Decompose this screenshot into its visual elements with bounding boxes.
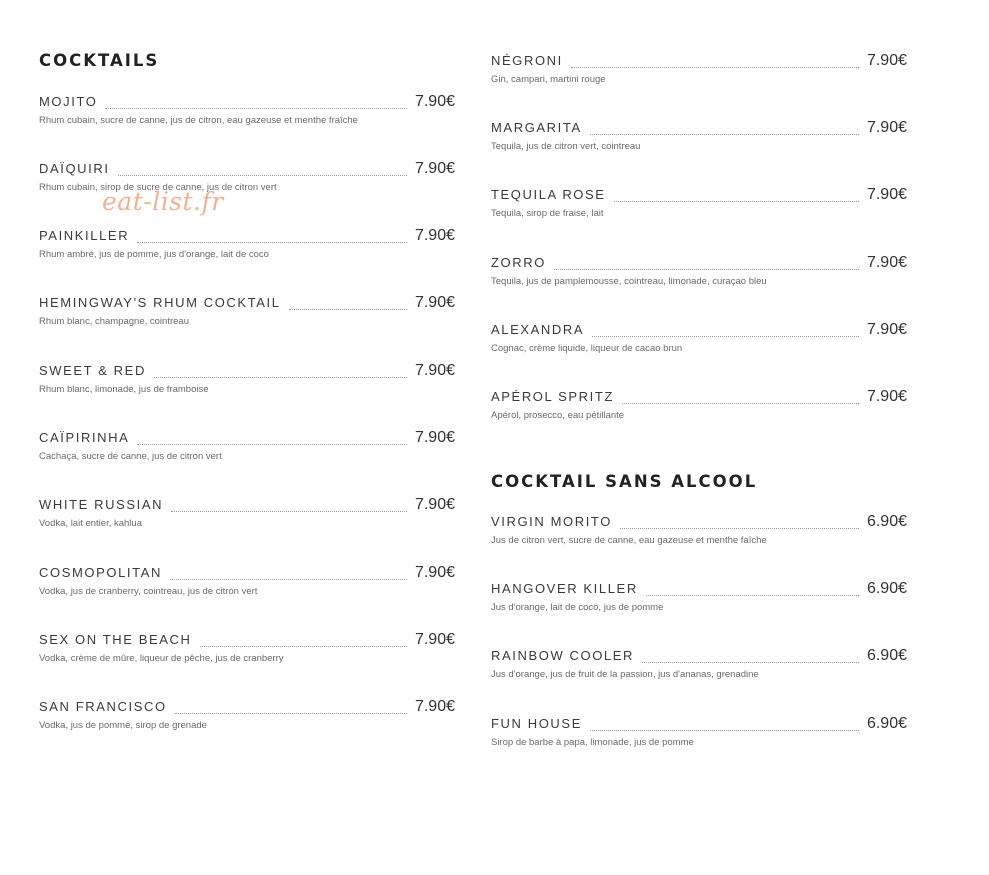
item-description: Rhum cubain, sirop de sucre de canne, jus de citron vert	[39, 182, 277, 193]
dot-leader	[642, 662, 859, 663]
item-name: HEMINGWAY'S RHUM COCKTAIL	[39, 295, 281, 310]
item-description: Cognac, crème liquide, liqueur de cacao brun	[491, 343, 683, 354]
item-name: APÉROL SPRITZ	[491, 389, 614, 404]
item-price: 7.90€	[414, 160, 455, 177]
item-name: ALEXANDRA	[491, 322, 585, 337]
menu-item	[491, 513, 907, 553]
item-price: 7.90€	[414, 294, 455, 311]
item-description: Rhum cubain, sucre de canne, jus de citron, eau gazeuse et menthe fraîche	[39, 115, 358, 126]
item-description: Gin, campari, martini rouge	[491, 74, 606, 85]
item-price: 6.90€	[866, 513, 907, 530]
item-name: MARGARITA	[491, 120, 582, 135]
item-description: Rhum blanc, limonade, jus de framboise	[39, 384, 209, 395]
menu-item	[39, 496, 455, 536]
item-price: 7.90€	[866, 254, 907, 271]
item-description: Rhum ambré, jus de pomme, jus d'orange, lait de coco	[39, 249, 269, 260]
dot-leader	[592, 336, 859, 337]
item-price: 7.90€	[866, 388, 907, 405]
menu-item	[491, 186, 907, 226]
menu-item	[491, 388, 907, 428]
item-description: Cachaça, sucre de canne, jus de citron vert	[39, 451, 222, 462]
item-description: Vodka, jus de pomme, sirop de grenade	[39, 720, 207, 731]
dot-leader	[200, 646, 407, 647]
item-description: Jus d'orange, lait de coco, jus de pomme	[491, 602, 664, 613]
dot-leader	[137, 242, 407, 243]
item-name: SWEET & RED	[39, 363, 146, 378]
item-name: HANGOVER KILLER	[491, 581, 638, 596]
item-description: Vodka, jus de cranberry, cointreau, jus de citron vert	[39, 586, 258, 597]
item-description: Rhum blanc, champagne, cointreau	[39, 316, 189, 327]
item-price: 7.90€	[414, 227, 455, 244]
dot-leader	[554, 269, 859, 270]
item-description: Jus d'orange, jus de fruit de la passion, jus d'ananas, grenadine	[491, 669, 759, 680]
menu-item	[39, 294, 455, 334]
menu-item	[39, 160, 455, 200]
dot-leader	[118, 175, 407, 176]
dot-leader	[646, 595, 859, 596]
item-description: Apérol, prosecco, eau pétillante	[491, 410, 625, 421]
dot-leader	[571, 67, 859, 68]
menu-item	[39, 227, 455, 267]
item-price: 6.90€	[866, 647, 907, 664]
item-name: MOJITO	[39, 94, 98, 109]
item-price: 6.90€	[866, 715, 907, 732]
item-price: 7.90€	[866, 321, 907, 338]
watermark: eat-list.fr	[102, 187, 224, 216]
item-price: 7.90€	[866, 186, 907, 203]
dot-leader	[175, 713, 407, 714]
dot-leader	[590, 134, 859, 135]
item-name: DAÏQUIRI	[39, 161, 110, 176]
menu-item	[39, 429, 455, 469]
item-description: Tequila, jus de citron vert, cointreau	[491, 141, 641, 152]
item-price: 7.90€	[866, 52, 907, 69]
section-title-cocktails: COCKTAILS	[39, 51, 160, 70]
item-price: 7.90€	[866, 119, 907, 136]
item-price: 7.90€	[414, 564, 455, 581]
menu-item	[491, 254, 907, 294]
item-price: 7.90€	[414, 429, 455, 446]
item-name: COSMOPOLITAN	[39, 565, 162, 580]
menu-item	[39, 362, 455, 402]
item-name: CAÏPIRINHA	[39, 430, 130, 445]
menu-item	[39, 564, 455, 604]
menu-item	[39, 93, 455, 133]
item-name: NÉGRONI	[491, 53, 563, 68]
item-price: 7.90€	[414, 362, 455, 379]
item-description: Vodka, crème de mûre, liqueur de pêche, jus de cranberry	[39, 653, 284, 664]
item-name: TEQUILA ROSE	[491, 187, 606, 202]
item-name: SEX ON THE BEACH	[39, 632, 192, 647]
menu-item	[491, 580, 907, 620]
item-price: 7.90€	[414, 496, 455, 513]
item-price: 7.90€	[414, 698, 455, 715]
item-price: 6.90€	[866, 580, 907, 597]
menu-item	[491, 715, 907, 755]
item-price: 7.90€	[414, 631, 455, 648]
item-name: WHITE RUSSIAN	[39, 497, 164, 512]
dot-leader	[171, 511, 407, 512]
item-price: 7.90€	[414, 93, 455, 110]
dot-leader	[154, 377, 407, 378]
dot-leader	[620, 528, 859, 529]
item-name: VIRGIN MORITO	[491, 514, 612, 529]
item-name: SAN FRANCISCO	[39, 699, 167, 714]
menu-item	[491, 321, 907, 361]
section-title-sans-alcool: COCKTAIL SANS ALCOOL	[491, 472, 758, 491]
item-description: Tequila, sirop de fraise, lait	[491, 208, 604, 219]
dot-leader	[137, 444, 407, 445]
item-description: Tequila, jus de pamplemousse, cointreau, limonade, curaçao bleu	[491, 276, 767, 287]
dot-leader	[590, 730, 859, 731]
dot-leader	[105, 108, 406, 109]
item-description: Sirop de barbe à papa, limonade, jus de pomme	[491, 737, 694, 748]
item-name: PAINKILLER	[39, 228, 130, 243]
item-name: ZORRO	[491, 255, 546, 270]
menu-item	[39, 698, 455, 738]
item-name: RAINBOW COOLER	[491, 648, 635, 663]
dot-leader	[614, 201, 859, 202]
menu-item	[491, 52, 907, 92]
item-name: FUN HOUSE	[491, 716, 582, 731]
menu-item	[491, 119, 907, 159]
dot-leader	[170, 579, 407, 580]
menu-item	[39, 631, 455, 671]
item-description: Jus de citron vert, sucre de canne, eau gazeuse et menthe faîche	[491, 535, 767, 546]
dot-leader	[622, 403, 859, 404]
dot-leader	[289, 309, 407, 310]
item-description: Vodka, lait entier, kahlua	[39, 518, 142, 529]
menu-item	[491, 647, 907, 687]
